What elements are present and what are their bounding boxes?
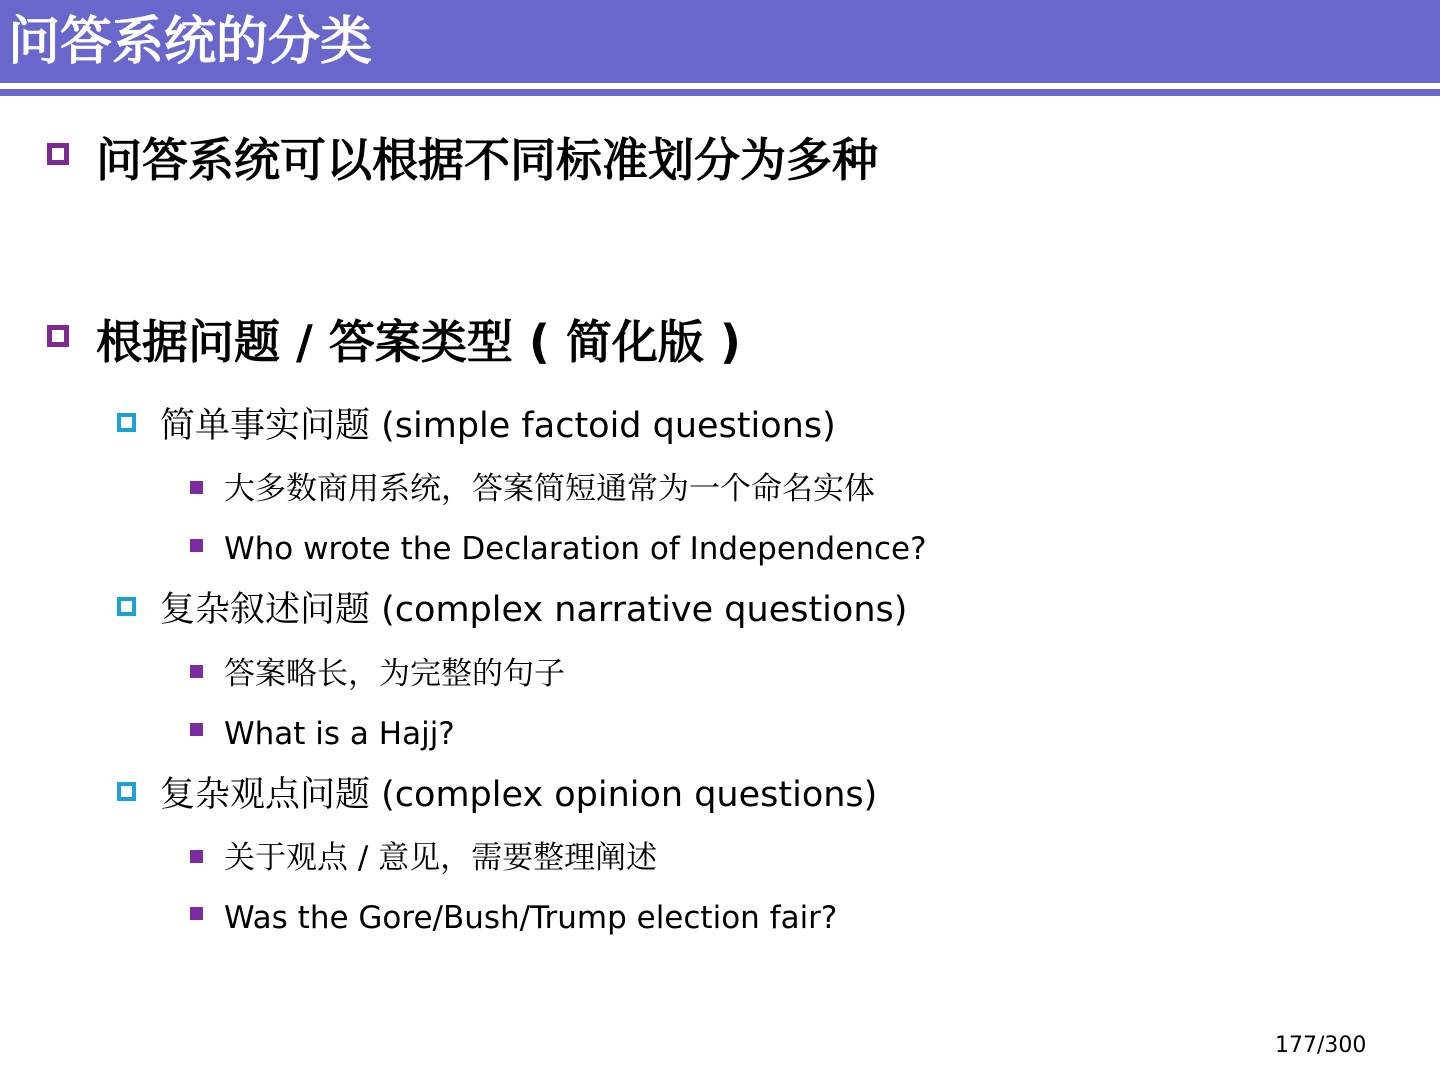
title-underline	[0, 89, 1440, 96]
complex-opinion-heading: 复杂观点问题 (complex opinion questions)	[160, 775, 878, 815]
complex-narrative-item-1: 答案略长，为完整的句子	[224, 656, 565, 692]
level3-bullet-icon	[190, 481, 203, 494]
complex-opinion-item-1: 关于观点 / 意见，需要整理阐述	[224, 840, 658, 876]
point-1-text: 问答系统可以根据不同标准划分为多种	[96, 133, 878, 187]
slide-title: 问答系统的分类	[8, 12, 373, 72]
complex-narrative-item-2: What is a Hajj?	[224, 716, 455, 752]
level2-bullet-icon	[117, 597, 136, 616]
level2-bullet-icon	[117, 413, 136, 432]
page-number: 177/300	[1275, 1033, 1367, 1058]
complex-opinion-item-2: Was the Gore/Bush/Trump election fair?	[224, 900, 838, 936]
level3-bullet-icon	[190, 907, 203, 920]
simple-factoid-item-1: 大多数商用系统，答案简短通常为一个命名实体	[224, 471, 875, 507]
title-bar	[0, 0, 1440, 83]
level1-bullet-icon	[47, 325, 69, 347]
level3-bullet-icon	[190, 723, 203, 736]
level2-bullet-icon	[117, 782, 136, 801]
complex-narrative-heading: 复杂叙述问题 (complex narrative questions)	[160, 590, 908, 630]
simple-factoid-item-2: Who wrote the Declaration of Independence?	[224, 531, 927, 567]
level3-bullet-icon	[190, 539, 203, 552]
point-2-text: 根据问题 / 答案类型 ( 简化版 )	[96, 315, 741, 369]
level3-bullet-icon	[190, 665, 203, 678]
level3-bullet-icon	[190, 850, 203, 863]
level1-bullet-icon	[47, 143, 69, 165]
simple-factoid-heading: 简单事实问题 (simple factoid questions)	[160, 406, 836, 446]
